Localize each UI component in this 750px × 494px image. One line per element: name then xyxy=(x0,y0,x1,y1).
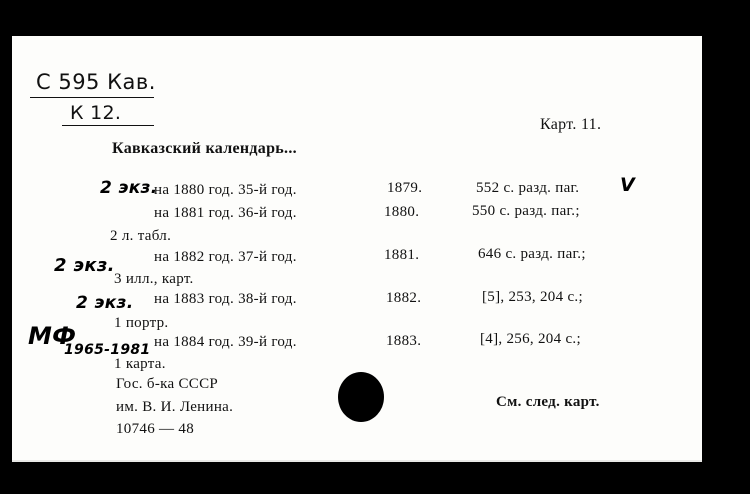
entry-1-year: 1879. xyxy=(387,180,423,196)
card-number: Карт. 11. xyxy=(540,116,602,133)
note-map: 1 карта. xyxy=(114,356,166,372)
handwritten-check: V xyxy=(620,174,636,196)
handwritten-copies-1: 2 экз. xyxy=(100,178,158,198)
entry-3-year: 1881. xyxy=(384,247,420,263)
handwritten-copies-2: 2 экз. xyxy=(54,255,115,276)
note-portrait: 1 портр. xyxy=(114,315,169,331)
entry-4-pages: [5], 253, 204 с.; xyxy=(482,289,583,305)
entry-3-pages: 646 с. разд. паг.; xyxy=(478,246,586,262)
entry-5-pages: [4], 256, 204 с.; xyxy=(480,331,581,347)
library-line3: 10746 — 48 xyxy=(116,421,194,437)
entry-1-text: на 1880 год. 35-й год. xyxy=(154,182,297,198)
note-illustrations: 3 илл., карт. xyxy=(114,271,194,287)
call-number-line2: К 12. xyxy=(70,102,122,124)
call-number-underline xyxy=(62,125,154,126)
handwritten-mf-range: 1965-1981 xyxy=(64,342,151,358)
entry-5-year: 1883. xyxy=(386,333,422,349)
card-title: Кавказский календарь... xyxy=(112,140,297,157)
entry-2-pages: 550 с. разд. паг.; xyxy=(472,203,580,219)
entry-4-text: на 1883 год. 38-й год. xyxy=(154,291,297,307)
call-number-line1: С 595 Кав. xyxy=(36,70,156,94)
card-bottom-strip xyxy=(12,460,702,462)
handwritten-mf-label: МФ xyxy=(28,322,77,350)
call-number-divider xyxy=(30,97,154,98)
entry-4-year: 1882. xyxy=(386,290,422,306)
library-line2: им. В. И. Ленина. xyxy=(116,399,234,415)
library-line1: Гос. б-ка СССР xyxy=(116,376,219,392)
entry-2-text: на 1881 год. 36-й год. xyxy=(154,205,297,221)
entry-5-text: на 1884 год. 39-й год. xyxy=(154,334,297,350)
note-tables: 2 л. табл. xyxy=(110,228,172,244)
entry-3-text: на 1882 год. 37-й год. xyxy=(154,249,297,265)
handwritten-copies-3: 2 экз. xyxy=(76,293,134,313)
entry-1-pages: 552 с. разд. паг. xyxy=(476,180,580,196)
continued-note: См. след. карт. xyxy=(496,394,600,410)
entry-2-year: 1880. xyxy=(384,204,420,220)
card-punch-hole xyxy=(338,372,384,422)
